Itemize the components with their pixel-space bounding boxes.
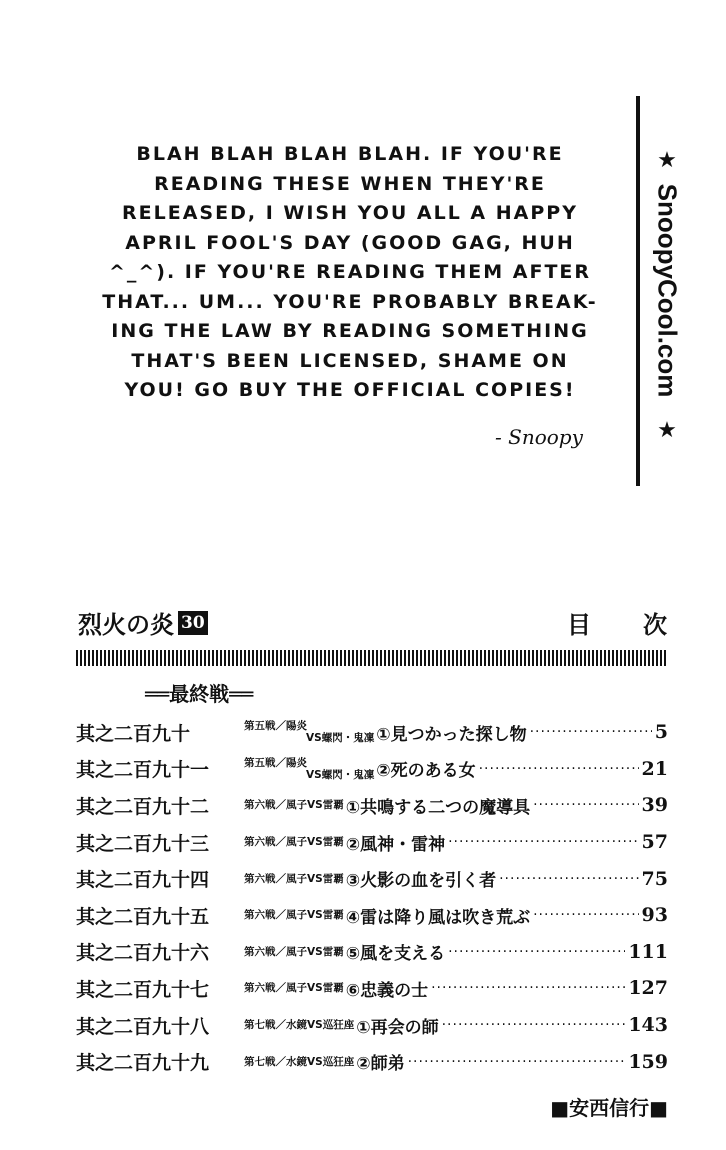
toc-row xyxy=(76,824,668,861)
chapter-title: ⑥忠義の士 xyxy=(345,980,429,1001)
toc-list xyxy=(76,714,668,1080)
battle-label: 第六戦／風子VS雷覇 xyxy=(244,945,344,958)
leader-dots xyxy=(408,1054,626,1070)
volume-badge: 30 xyxy=(178,611,208,635)
leader-dots xyxy=(442,1017,626,1033)
leader-dots xyxy=(431,980,625,996)
note-line: RELEASED, I WISH YOU ALL A HAPPY xyxy=(122,202,578,224)
note-line: THAT'S BEEN LICENSED, SHAME ON xyxy=(131,349,569,372)
page-number: 57 xyxy=(641,831,668,854)
star-icon: ★ xyxy=(657,418,677,443)
toc-row xyxy=(76,714,668,751)
toc-row xyxy=(76,934,668,971)
chapter-title: ③火影の血を引く者 xyxy=(345,871,497,892)
chapter-number: 其之二百九十九 xyxy=(76,1052,210,1075)
star-icon: ★ xyxy=(657,148,677,173)
author-name: ■安西信行■ xyxy=(550,1096,668,1120)
chapter-title: ①見つかった探し物 xyxy=(376,724,527,745)
page-number: 159 xyxy=(628,1050,668,1073)
chapter-number: 其之二百九十四 xyxy=(76,869,210,892)
leader-dots xyxy=(533,907,638,923)
battle-label: 第六戦／風子VS雷覇 xyxy=(244,799,344,812)
chapter-title: ①再会の師 xyxy=(356,1017,439,1038)
page-number: 5 xyxy=(654,721,668,744)
section-title: ══最終戦══ xyxy=(145,682,254,706)
toc-row xyxy=(76,970,668,1007)
page-number: 111 xyxy=(628,940,668,963)
leader-dots xyxy=(448,944,625,960)
chapter-number: 其之二百九十二 xyxy=(76,795,210,818)
note-line: ING THE LAW BY READING SOMETHING xyxy=(111,320,589,342)
watermark-site-text: SnoopyCool.com xyxy=(652,183,683,397)
watermark-site xyxy=(652,140,682,440)
page-number: 93 xyxy=(641,904,668,927)
toc-row xyxy=(76,1043,668,1080)
page-number: 127 xyxy=(628,977,668,1000)
chapter-title: ①共鳴する二つの魔導具 xyxy=(345,797,531,818)
toc-label-left: 目 xyxy=(567,610,591,639)
note-line: BLAH BLAH BLAH BLAH. IF YOU'RE xyxy=(136,143,564,165)
battle-label: 第六戦／風子VS雷覇 xyxy=(244,909,344,922)
note-signature: - Snoopy xyxy=(495,425,583,449)
toc-label xyxy=(567,605,667,640)
battle-label: 第七戦／水鏡VS巡狂座 xyxy=(244,1019,355,1032)
battle-label xyxy=(244,757,374,781)
page-number: 21 xyxy=(641,757,668,780)
battle-line-b: VS螺閃・鬼凜 xyxy=(306,732,375,745)
chapter-number: 其之二百九十三 xyxy=(76,832,210,855)
battle-line-a: 第五戦／陽炎 xyxy=(244,720,307,733)
series-title-text: 烈火の炎 xyxy=(78,610,174,639)
note-line: READING THESE WHEN THEY'RE xyxy=(154,172,546,195)
page-number: 75 xyxy=(641,867,668,890)
battle-label: 第六戦／風子VS雷覇 xyxy=(244,836,344,849)
toc-row xyxy=(76,787,668,824)
battle-label: 第七戦／水鏡VS巡狂座 xyxy=(244,1055,355,1068)
chapter-number: 其之二百九十七 xyxy=(76,978,210,1001)
chapter-number: 其之二百九十八 xyxy=(76,1015,210,1038)
note-line: YOU! GO BUY THE OFFICIAL COPIES! xyxy=(124,379,576,401)
leader-dots xyxy=(533,797,638,813)
leader-dots xyxy=(499,871,638,887)
translator-note xyxy=(100,140,600,406)
chapter-title: ⑤風を支える xyxy=(345,944,446,965)
chapter-title: ④雷は降り風は吹き荒ぶ xyxy=(345,907,531,928)
chapter-title: ②風神・雷神 xyxy=(345,834,446,855)
battle-label: 第六戦／風子VS雷覇 xyxy=(244,872,344,885)
page-number: 143 xyxy=(628,1014,668,1037)
leader-dots xyxy=(448,834,638,850)
note-line: ^_^). IF YOU'RE READING THEM AFTER xyxy=(108,261,592,283)
chapter-number: 其之二百九十一 xyxy=(76,759,210,782)
note-line: APRIL FOOL'S DAY (GOOD GAG, HUH xyxy=(125,231,575,254)
toc-row xyxy=(76,751,668,788)
watermark-divider xyxy=(636,96,640,486)
toc-row xyxy=(76,897,668,934)
series-title xyxy=(78,605,208,640)
leader-dots xyxy=(479,761,639,777)
chapter-number: 其之二百九十五 xyxy=(76,905,210,928)
note-line: THAT... UM... YOU'RE PROBABLY BREAK- xyxy=(102,290,598,313)
page-number: 39 xyxy=(641,794,668,817)
chapter-title: ②死のある女 xyxy=(376,761,476,782)
battle-line-b: VS螺閃・鬼凜 xyxy=(306,768,375,781)
battle-label xyxy=(244,720,374,744)
toc-label-right: 次 xyxy=(643,610,667,639)
leader-dots xyxy=(530,724,652,740)
toc-row xyxy=(76,1007,668,1044)
chapter-number: 其之二百九十六 xyxy=(76,942,210,965)
toc-ruler xyxy=(76,650,668,666)
battle-label: 第六戦／風子VS雷覇 xyxy=(244,982,344,995)
chapter-number: 其之二百九十 xyxy=(76,722,191,745)
battle-line-a: 第五戦／陽炎 xyxy=(244,756,307,769)
toc-row xyxy=(76,860,668,897)
chapter-title: ②師弟 xyxy=(356,1054,405,1075)
